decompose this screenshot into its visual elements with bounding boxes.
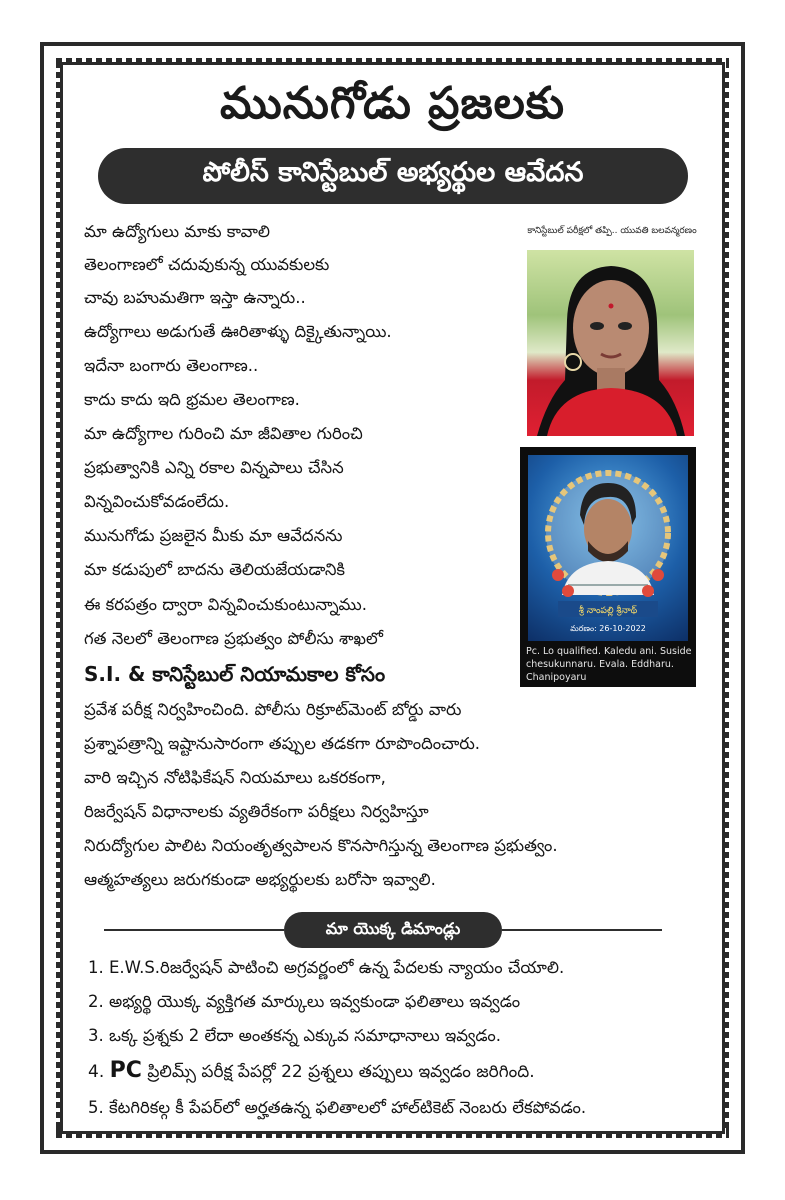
body-line: మా కడుపులో బాదను తెలియజేయడానికి [84,560,346,579]
body-line: ప్రభుత్వానికి ఎన్ని రకాల విన్నపాలు చేసిన [84,458,344,477]
pc-label: PC [109,1058,142,1083]
memorial-date: మరణం: 26-10-2022 [570,624,646,633]
body-line: ప్రవేశ పరీక్ష నిర్వహించింది. పోలీసు రిక్రూట్‌మెంట్ బోర్డు వారు [84,700,462,719]
body-line: ప్రశ్నాపత్రాన్ని ఇష్టానుసారంగా తప్పుల తడకగా రూపొందించారు. [84,734,481,753]
body-line: చావు బహుమతిగా ఇస్తా ఉన్నారు.. [84,288,306,307]
body-line: ఇదేనా బంగారు తెలంగాణ.. [84,356,259,375]
body-line: ఉద్యోగాలు అడుగుతే ఊరితాళ్ళు దిక్కైతున్నాయి. [84,322,392,341]
body-line: ఈ కరపత్రం ద్వారా విన్నవించుకుంటున్నాము. [84,595,367,614]
body-line: మా ఉద్యోగాల గురించి మా జీవితాల గురించి [84,424,363,443]
demand-item: 1. E.W.S.రిజర్వేషన్ పాటించి అగ్రవర్ణంలో ఉన్న పేదలకు న్యాయం చేయాలి. [88,958,565,977]
body-line: నిరుద్యోగుల పాలిట నియంతృత్వపాలన కొనసాగిస్తున్న తెలంగాణ ప్రభుత్వం. [84,836,558,855]
photo1-caption: కానిస్టేబుల్ పరీక్షలో తప్పి.. యువతి బలవన్మరణం [527,226,697,236]
body-line: మునుగోడు ప్రజలైన మీకు మా ఆవేదనను [84,526,343,545]
body-line: మా ఉద్యోగులు మాకు కావాలి [84,222,270,241]
body-line: ఆత్మహత్యలు జరుగకుండా అభ్యర్థులకు బరోసా ఇవ్వాలి. [84,870,436,889]
subtitle-text: పోలీస్ కానిస్టేబుల్ అభ్యర్థుల ఆవేదన [202,157,584,188]
demands-heading-text: మా యొక్క డిమాండ్లు [325,918,461,938]
demand-number: 4. [88,1062,105,1082]
memorial-name: శ్రీ నాంపల్లి శ్రీనాథ్ [578,606,638,616]
demand-text: ప్రిలిమ్స్ పరీక్ష పేపర్లో 22 ప్రశ్నలు తప్పులు ఇవ్వడం జరిగింది. [147,1062,535,1082]
demand-item [88,1058,535,1086]
subtitle-banner [98,148,688,204]
body-line: రిజర్వేషన్ విధానాలకు వ్యతిరేకంగా పరీక్షలు నిర్వహిస్తూ [84,802,429,821]
body-line: కాదు కాదు ఇది భ్రమల తెలంగాణ. [84,390,300,409]
memorial-portrait-icon [528,455,688,641]
body-line: తెలంగాణలో చదువుకున్న యువకులకు [84,255,330,274]
memorial-caption: Pc. Lo qualified. Kaledu ani. Suside chesukunnaru. Evala. Eddharu. Chanipoyaru [526,646,692,683]
memorial-photo [520,447,696,687]
body-line: గత నెలలో తెలంగాణ ప్రభుత్వం పోలీసు శాఖలో [84,629,383,648]
body-line: వారి ఇచ్చిన నోటిఫికేషన్ నియమాలు ఒకరకంగా, [84,768,386,787]
body-line: విన్నవించుకోవడంలేదు. [84,492,230,511]
woman-photo [527,250,694,436]
body-line: S.I. & కానిస్టేబుల్ నియామకాల కోసం [84,662,386,686]
demand-item: 2. అభ్యర్థి యొక్క వ్యక్తిగత మార్కులు ఇవ్వకుండా ఫలితాలు ఇవ్వడం [88,992,521,1011]
woman-portrait-icon [527,250,694,436]
demand-item: 5. కేటగిరికల్గ కీ పేపర్‌లో అర్హతఉన్న ఫలితాలలో హాల్‌టికెట్ నెంబరు లేకపోవడం. [88,1098,587,1117]
demand-item: 3. ఒక్క ప్రశ్నకు 2 లేదా అంతకన్న ఎక్కువ సమాధానాలు ఇవ్వడం. [88,1026,501,1045]
demands-heading [284,912,502,948]
page-title: మునుగోడు ప్రజలకు [220,78,565,129]
